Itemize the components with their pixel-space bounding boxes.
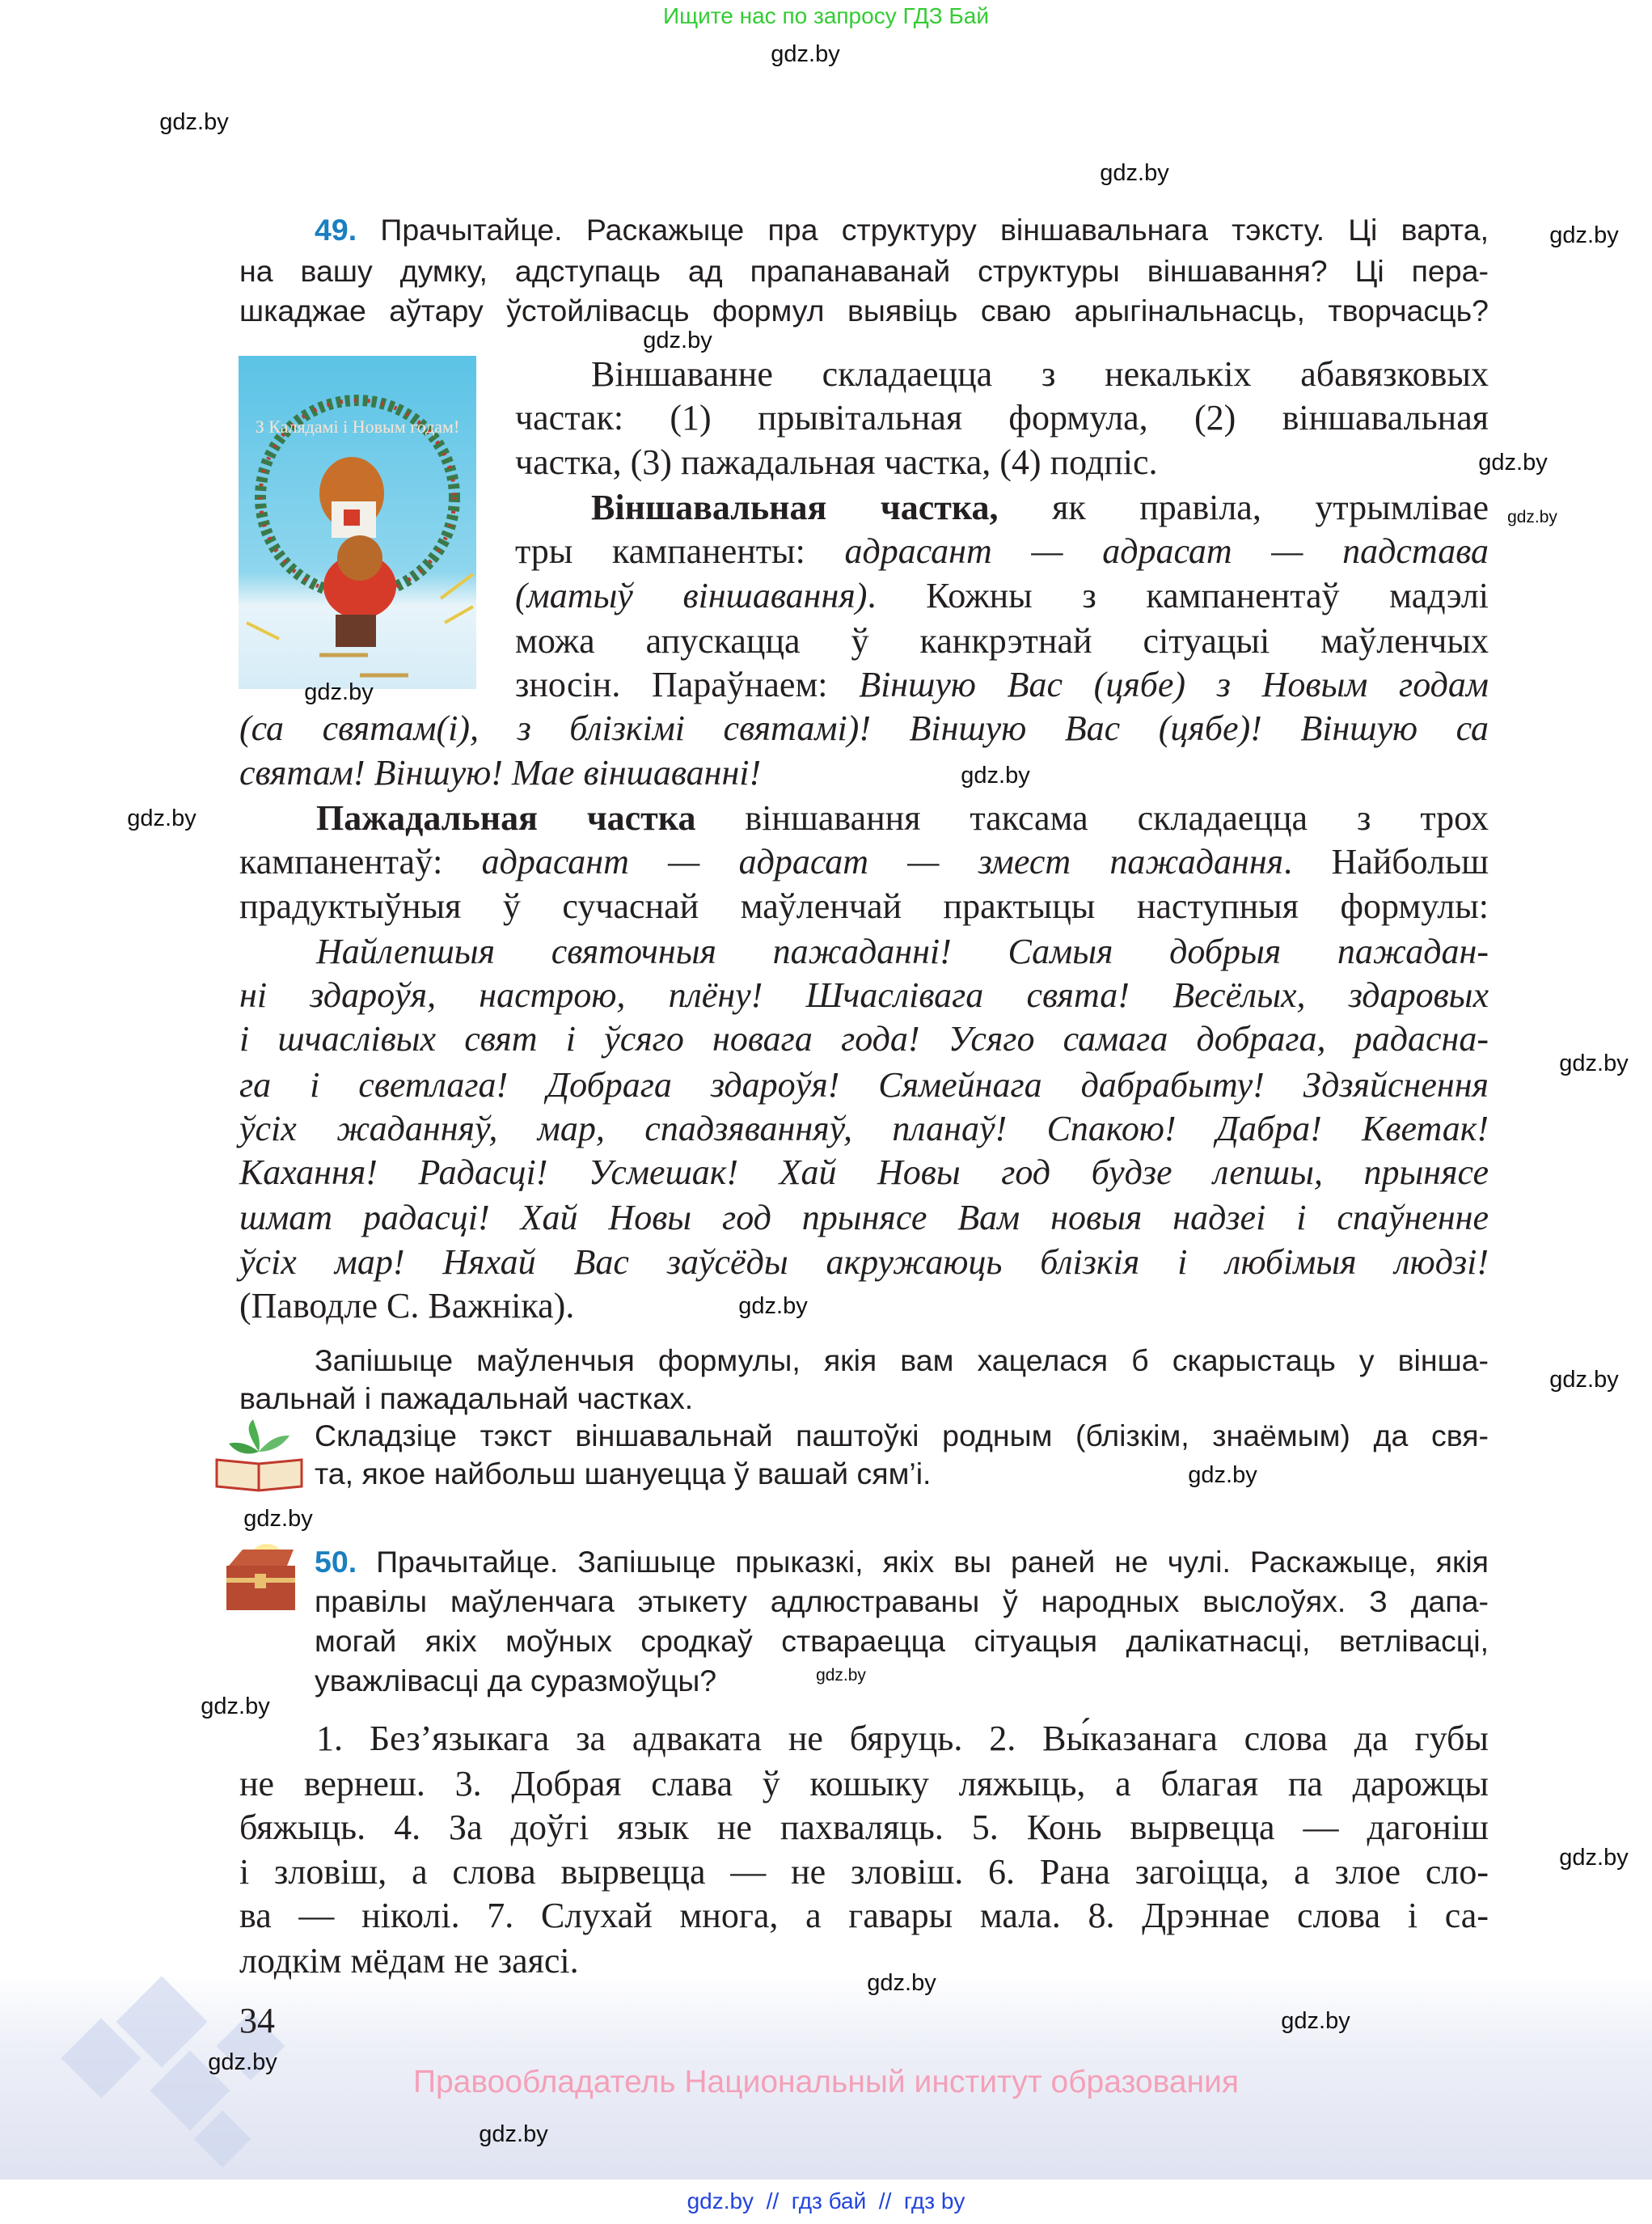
- watermark: gdz.by: [127, 805, 196, 831]
- text-run: кампанентаў:: [239, 842, 482, 882]
- proverbs-line: [239, 1894, 1489, 1938]
- greeting-card-illustration: [239, 356, 476, 689]
- italic-example: і шчаслівых свят і ўсяго новага года! Усяго самага добрага, радасна-: [239, 1019, 1489, 1059]
- tasks-line: [315, 1341, 1489, 1380]
- text-run: (Паводле С. Важніка).: [239, 1286, 575, 1326]
- italic-example: (матыў віншавання): [515, 576, 868, 615]
- theory-line: [591, 353, 1489, 396]
- theory-line: [239, 707, 1489, 750]
- search-hint[interactable]: Ищите нас по запросу ГДЗ Бай: [662, 3, 990, 28]
- text-run: як правіла, утрымлівае: [998, 488, 1489, 527]
- watermark: gdz.by: [304, 679, 374, 705]
- watermark: gdz.by: [1478, 450, 1548, 476]
- card-lettering: З Калядамі і Новым годам!: [255, 416, 460, 437]
- bold-term: Пажадальная частка: [316, 798, 696, 838]
- theory-line: [591, 486, 1489, 530]
- italic-example: ўсіх жаданняў, мар, спадзяванняў, планаў! Спакою! Дабра! Кветак!: [239, 1109, 1489, 1148]
- watermark: gdz.by: [1281, 2008, 1350, 2034]
- tasks-line: [315, 1454, 931, 1493]
- text-run: вальнай і пажадальнай частках.: [239, 1381, 694, 1415]
- watermark: gdz.by: [1549, 1367, 1619, 1393]
- watermark: gdz.by: [867, 1970, 936, 1996]
- italic-example: Кахання! Радасці! Усмешак! Хай Новы год будзе лепшы, прынясе: [239, 1152, 1489, 1192]
- theory-line: [239, 1107, 1489, 1151]
- text-run: не вернеш. 3. Добрая слава ў кошыку ляжыць, а благая па дарожцы: [239, 1764, 1489, 1803]
- italic-example: адрасант — адрасат — падстава: [844, 531, 1489, 571]
- theory-line: [239, 1017, 1489, 1061]
- theory-line: [239, 751, 761, 795]
- text-run: та, якое найбольш шануецца ў вашай сям’і.: [315, 1457, 932, 1490]
- italic-example: (са святам(і), з блізкімі святамі)! Віншую Вас (цябе)! Віншую са: [239, 708, 1489, 748]
- tasks-line: [315, 1416, 1489, 1455]
- exercise-number: 49.: [315, 213, 357, 247]
- theory-line: [239, 1284, 574, 1328]
- theory-line: [239, 840, 1489, 884]
- page-number: 34: [239, 2001, 275, 2040]
- text-run: Прачытайце. Запішыце прыказкі, якіх вы раней не чулі. Раскажыце, якія: [357, 1545, 1489, 1579]
- text-run: Віншаванне складаецца з некалькіх абавязковых: [591, 354, 1489, 394]
- text-run: Складзіце тэкст віншавальнай паштоўкі родным (блізкім, знаёмым) да свя-: [315, 1419, 1489, 1452]
- treasure-chest-icon: [222, 1541, 299, 1614]
- text-run: могай якіх моўных сродкаў ствараецца сітуацыя далікатнасці, ветлівасці,: [315, 1624, 1489, 1658]
- italic-example: шмат радасці! Хай Новы год прынясе Вам новыя надзеі і спаўненне: [239, 1198, 1489, 1237]
- watermark: gdz.by: [201, 1693, 270, 1719]
- watermark: gdz.by: [1559, 1845, 1629, 1871]
- theory-line: [239, 1063, 1489, 1107]
- open-book-plant-icon: [213, 1415, 306, 1492]
- exercise-number: 50.: [315, 1545, 357, 1579]
- text-run: частка, (3) пажадальная частка, (4) подпіс.: [515, 442, 1158, 482]
- text-run: можа апускацца ў канкрэтнай сітуацыі маўленчых: [515, 621, 1489, 661]
- theory-line: [239, 1241, 1489, 1284]
- text-run: уважлівасці да суразмоўцы?: [315, 1664, 717, 1698]
- ex50-line: [315, 1542, 1489, 1581]
- italic-example: Віншую Вас (цябе) з Новым годам: [859, 665, 1489, 704]
- text-run: Прачытайце. Раскажыце пра структуру віншавальнага тэксту. Ці варта,: [357, 213, 1489, 247]
- italic-example: Найлепшыя святочныя пажаданні! Самыя добрыя пажадан-: [316, 932, 1489, 971]
- text-run: . Найбольш: [1283, 842, 1489, 882]
- ex49-line: [315, 210, 1489, 249]
- theory-line: [239, 1151, 1489, 1194]
- theory-line: [316, 930, 1489, 974]
- ex49-line: [239, 252, 1489, 290]
- italic-example: святам! Віншую! Мае віншаванні!: [239, 753, 762, 793]
- watermark: gdz.by: [771, 41, 840, 67]
- proverbs-line: [316, 1717, 1489, 1761]
- proverbs-line: [239, 1806, 1489, 1850]
- watermark: gdz.by: [1549, 222, 1619, 248]
- ex50-line: [315, 1582, 1489, 1621]
- ex50-line: [315, 1661, 716, 1700]
- theory-line: [515, 619, 1489, 663]
- watermark: gdz.by: [1559, 1051, 1629, 1076]
- italic-example: га і светлага! Добрага здароўя! Сямейнага дабрабыту! Здзяйснення: [239, 1065, 1489, 1105]
- watermark: gdz.by: [1100, 160, 1169, 186]
- text-run: шкаджае аўтару ўстойлівасць формул выявіць сваю арыгінальнасць, творчасць?: [239, 294, 1489, 328]
- text-run: і зловіш, а слова вырвецца — не зловіш. 6. Рана загоіцца, а злое сло-: [239, 1852, 1489, 1892]
- text-run: ва — ніколі. 7. Слухай многа, а гавары мала. 8. Дрэннае слова і са-: [239, 1896, 1489, 1935]
- italic-example: адрасант — адрасат — змест пажадання: [481, 842, 1284, 882]
- bold-term: Віншавальная частка,: [591, 488, 999, 527]
- theory-line: [515, 663, 1489, 707]
- text-run: прадуктыўныя ў сучаснай маўленчай практыцы наступныя формулы:: [239, 886, 1489, 926]
- text-run: віншавання таксама складаецца з трох: [695, 798, 1489, 838]
- watermark: gdz.by: [961, 763, 1030, 789]
- text-run: . Кожны з кампанентаў мадэлі: [867, 576, 1489, 615]
- ex50-line: [315, 1621, 1489, 1660]
- theory-line: [515, 396, 1489, 440]
- text-run: бяжыць. 4. За доўгі язык не пахваляць. 5. Конь вырвецца — дагоніш: [239, 1808, 1489, 1847]
- theory-line: [239, 974, 1489, 1017]
- tasks-line: [239, 1379, 693, 1418]
- theory-line: [515, 441, 1158, 484]
- watermark: gdz.by: [738, 1293, 808, 1319]
- ex49-line: [239, 291, 1489, 330]
- text-run: Запішыце маўленчыя формулы, якія вам хацелася б скарыстаць у вінша-: [315, 1343, 1489, 1377]
- theory-line: [316, 797, 1489, 840]
- watermark: gdz.by: [479, 2121, 548, 2147]
- copyright-notice: Правообладатель Национальный институт образования: [412, 2065, 1240, 2099]
- watermark: gdz.by: [816, 1666, 866, 1685]
- text-run: тры кампаненты:: [515, 531, 845, 571]
- watermark: gdz.by: [643, 328, 712, 353]
- theory-line: [515, 530, 1489, 573]
- watermark: gdz.by: [1188, 1462, 1257, 1488]
- theory-line: [239, 1196, 1489, 1240]
- theory-line: [515, 574, 1489, 618]
- theory-line: [239, 885, 1489, 928]
- italic-example: ўсіх мар! Няхай Вас заўсёды акружаюць блізкія і любімыя людзі!: [239, 1242, 1489, 1282]
- proverbs-line: [239, 1850, 1489, 1894]
- text-run: лодкім мёдам не заясі.: [239, 1941, 579, 1981]
- text-run: 1. Без’языкага за адваката не бяруць. 2. Вы́казанага слова да губы: [316, 1719, 1489, 1758]
- text-run: правілы маўленчага этыкету адлюстраваны ў народных выслоўях. З дапа-: [315, 1584, 1489, 1618]
- watermark: gdz.by: [1507, 508, 1557, 526]
- watermark: gdz.by: [243, 1506, 313, 1532]
- text-run: зносін. Параўнаем:: [515, 665, 860, 704]
- proverbs-line: [239, 1762, 1489, 1806]
- decor-diamond: [194, 2111, 251, 2168]
- watermark: gdz.by: [159, 109, 229, 135]
- footer-links[interactable]: gdz.by // гдз бай // гдз by: [687, 2188, 965, 2213]
- watermark: gdz.by: [208, 2049, 277, 2075]
- text-run: частак: (1) прывітальная формула, (2) віншавальная: [515, 398, 1489, 438]
- text-run: на вашу думку, адступаць ад прапанаванай структуры віншавання? Ці пера-: [239, 254, 1489, 288]
- proverbs-line: [239, 1939, 579, 1983]
- italic-example: ні здароўя, настрою, плёну! Шчаслівага свята! Весёлых, здаровых: [239, 975, 1489, 1015]
